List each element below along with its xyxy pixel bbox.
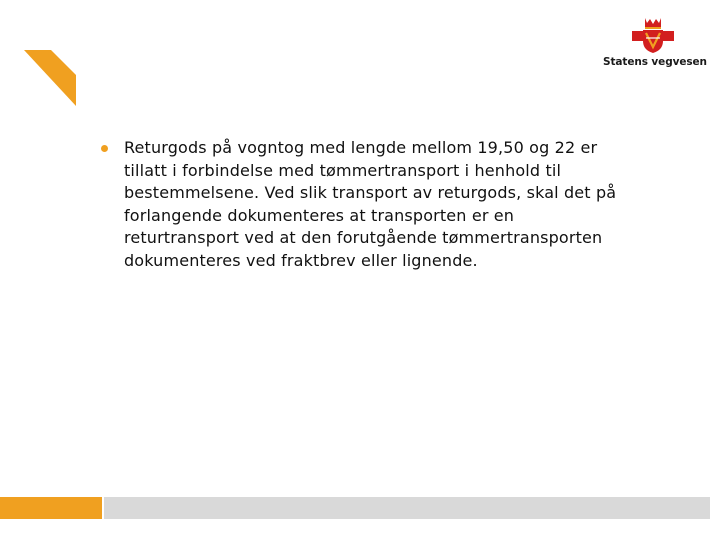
- footer-grey-band: [104, 497, 710, 519]
- crown-shield-icon: [630, 14, 676, 54]
- bullet-text: Returgods på vogntog med lengde mellom 19,50 og 22 er tillatt i forbindelse med tømmertransport i henhold til bestemmelsene. Ved slik transport av returgods, skal det på forlangende dokumenteres at transporten er en returtransport ved at den forutgående tømmertransporten dokumenteres ved fraktbrev eller lignende.: [124, 138, 617, 270]
- bullet-dot-icon: [101, 145, 108, 152]
- corner-stripe-decoration: [0, 0, 120, 120]
- footer-bar: [0, 497, 710, 519]
- statens-vegvesen-logo: [600, 14, 710, 74]
- list-item: [98, 137, 688, 272]
- logo-wordmark: Statens vegvesen: [603, 56, 707, 68]
- bullet-list: [98, 137, 688, 272]
- footer-accent-block: [0, 497, 102, 519]
